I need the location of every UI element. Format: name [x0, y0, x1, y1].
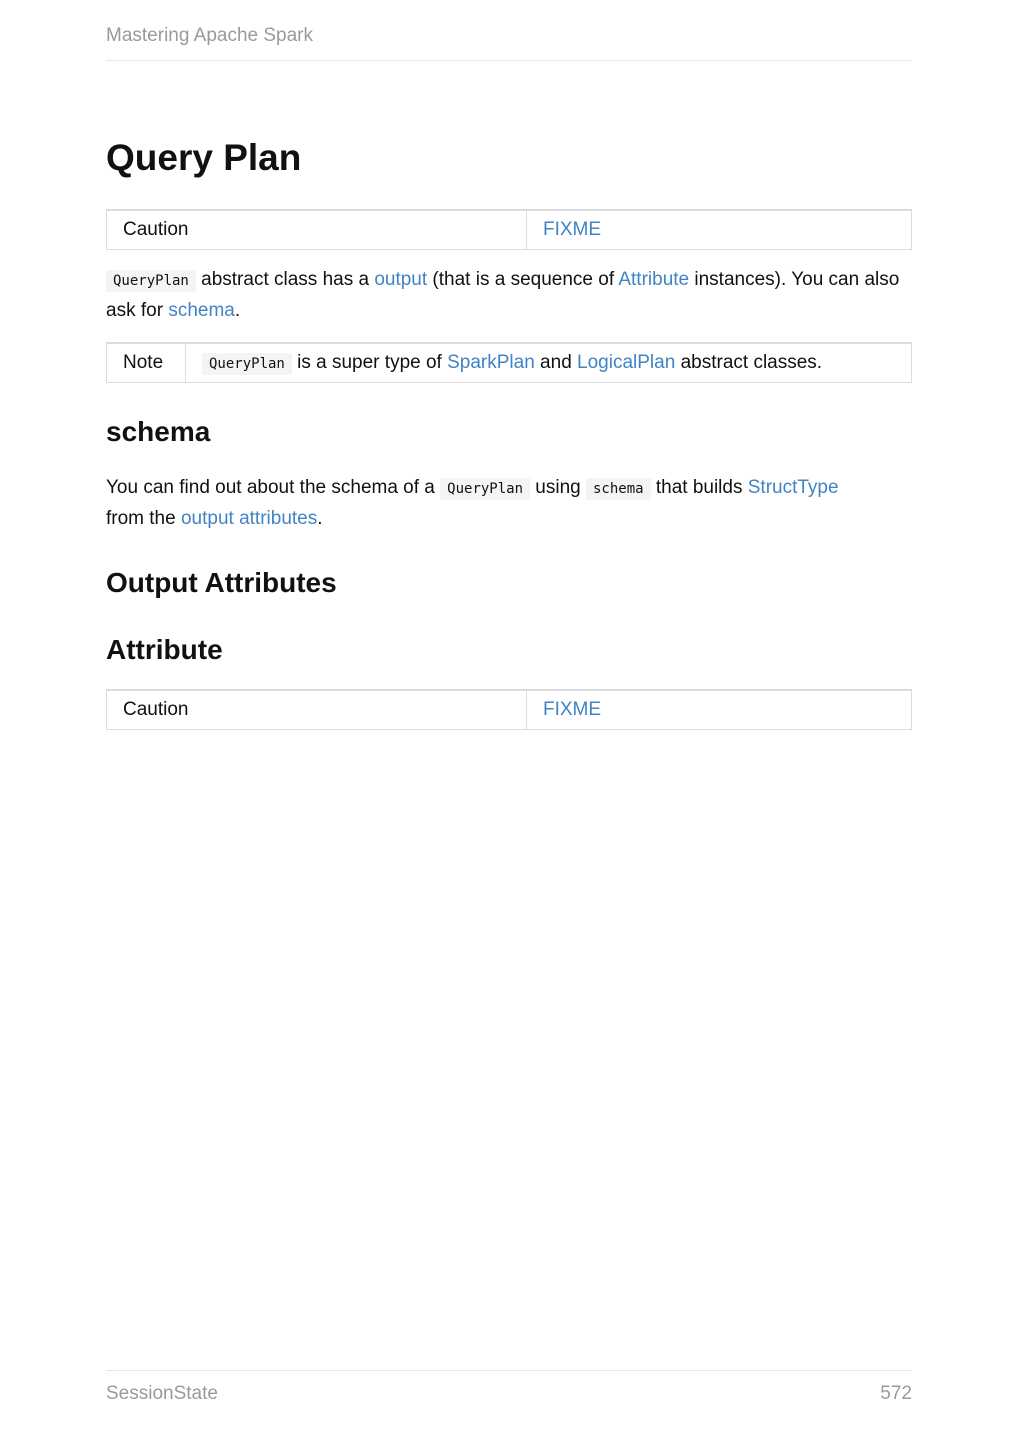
running-header: Mastering Apache Spark: [106, 25, 314, 46]
caution-label: Caution: [107, 690, 527, 730]
output-link[interactable]: output: [374, 269, 428, 290]
caution-label: Caution: [107, 210, 527, 250]
page-number: 572: [880, 1383, 912, 1404]
note-label: Note: [107, 343, 186, 383]
intro-paragraph: QueryPlan abstract class has a output (that is a sequence of Attribute instances). You can also ask for schema.: [106, 269, 900, 321]
note-content: QueryPlan is a super type of SparkPlan and LogicalPlan abstract classes.: [186, 343, 912, 383]
sparkplan-link[interactable]: SparkPlan: [447, 352, 535, 373]
document-page: [106, 0, 912, 1440]
fixme-link[interactable]: FIXME: [543, 699, 602, 720]
footer-chapter: SessionState: [106, 1383, 218, 1404]
fixme-link[interactable]: FIXME: [543, 219, 602, 240]
queryplan-code: QueryPlan: [440, 478, 530, 500]
output-attributes-heading: Output Attributes: [106, 567, 337, 598]
queryplan-code: QueryPlan: [202, 353, 292, 375]
attribute-heading: Attribute: [106, 634, 223, 665]
note-admonition: [106, 342, 912, 383]
output-attributes-link[interactable]: output attributes: [180, 508, 318, 529]
attribute-link[interactable]: Attribute: [618, 269, 690, 290]
queryplan-code: QueryPlan: [106, 270, 196, 292]
page-title: Query Plan: [106, 137, 302, 178]
caution-admonition: [106, 689, 912, 730]
logicalplan-link[interactable]: LogicalPlan: [577, 352, 676, 373]
caution-admonition: [106, 209, 912, 250]
schema-paragraph: You can find out about the schema of a QueryPlan using schema that builds StructType from the output attributes.: [106, 477, 839, 529]
schema-link[interactable]: schema: [168, 300, 235, 321]
footer-divider: [106, 1370, 912, 1371]
schema-heading: schema: [106, 416, 211, 447]
schema-code: schema: [586, 478, 651, 500]
structtype-link[interactable]: StructType: [747, 477, 839, 498]
header-divider: [106, 60, 912, 61]
